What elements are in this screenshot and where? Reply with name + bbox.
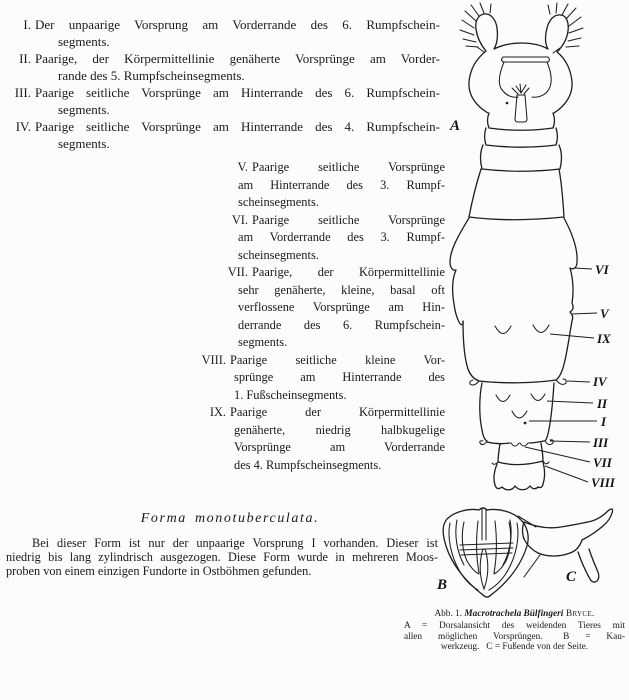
text-line: Bei dieser Form ist nur der unpaarige Vorsprung I vorhanden. Dieser ist xyxy=(32,536,438,550)
numbered-list-lower xyxy=(195,159,445,474)
list-item-I xyxy=(8,16,440,50)
callout-label-V: V xyxy=(600,306,609,321)
text-line: am Vorderrande des 3. Rumpf- xyxy=(238,230,445,244)
text-line: Vorsprünge am Vorderrande xyxy=(234,440,445,454)
text-line: derrande des 6. Rumpfschein- xyxy=(238,317,445,332)
text-line: Paarige, der Körpermittellinie genäherte Vorsprünge am Vorder- xyxy=(35,51,440,66)
mastax-drawing xyxy=(443,508,528,597)
text-line: segments. xyxy=(58,136,110,151)
text-line: segments. xyxy=(58,34,110,49)
text-line: segments. xyxy=(58,102,110,117)
text-line: sprünge am Hinterrande des xyxy=(234,370,445,384)
callout-label-VII: VII xyxy=(593,455,612,470)
text-line: Der unpaarige Vorsprung am Vorderrande des 6. Rumpfschein- xyxy=(35,17,440,32)
text-line: verflossene Vorsprünge am Hin- xyxy=(238,300,445,314)
list-item-VIII xyxy=(195,352,445,405)
callout-label-VIII: VIII xyxy=(591,475,615,490)
list-numeral: II. xyxy=(19,51,31,66)
caption-line: werkzeug. C = Fußende von der Seite. xyxy=(440,642,589,653)
callout-label-III: III xyxy=(593,435,609,450)
text-line: scheinsegments. xyxy=(238,247,319,262)
text-line: Paarige seitliche Vorsprünge am Hinterrande des 6. Rumpfschein- xyxy=(35,85,440,100)
list-item-III xyxy=(8,84,440,118)
text-line: des 4. Rumpfscheinsegments. xyxy=(234,457,382,472)
callout-leader-lines xyxy=(525,268,597,482)
caption-line: A = Dorsalansicht des weidenden Tieres mit xyxy=(404,621,625,632)
panel-label-a: A xyxy=(450,118,461,134)
callout-label-II: II xyxy=(597,396,608,411)
list-item-IV xyxy=(8,118,440,152)
list-numeral: IV. xyxy=(15,119,31,134)
callout-labels xyxy=(591,262,616,490)
callout-label-VI: VI xyxy=(595,262,609,277)
callout-label-I: I xyxy=(601,414,607,429)
list-numeral: III. xyxy=(14,85,31,100)
text-line: Paarige seitliche Vorsprünge xyxy=(252,212,445,227)
section-heading: Forma monotuberculata. xyxy=(140,511,320,526)
callout-label-IX: IX xyxy=(597,331,611,346)
text-line: rande des 5. Rumpfscheinsegments. xyxy=(58,68,245,83)
callout-label-IV: IV xyxy=(593,374,607,389)
caption-prefix: Abb. 1. xyxy=(434,609,465,619)
panel-label-b: B xyxy=(437,577,448,593)
body-paragraph xyxy=(6,536,438,578)
text-line: proben von einem einzigen Fundorte in Ostböhmen gefunden. xyxy=(6,564,312,578)
caption-title-line xyxy=(404,609,625,619)
list-item-VII xyxy=(195,264,445,352)
text-line: Paarige seitliche Vorsprünge am Hinterrande des 4. Rumpfschein- xyxy=(35,119,440,134)
text-line: Paarige seitliche Vorsprünge xyxy=(252,160,445,174)
caption-author: Bryce. xyxy=(563,609,595,619)
list-numeral: VI. xyxy=(231,212,248,227)
text-line: niedrig bis lang zylindrisch ausgezogen. Diese Form wurde in mehreren Moos- xyxy=(6,550,438,564)
numbered-list-upper xyxy=(8,16,440,152)
animal-dorsal-drawing xyxy=(450,3,583,490)
text-line: segments. xyxy=(238,335,288,349)
caption-line: allen möglichen Vorsprüngen. B = Kau- xyxy=(404,631,625,642)
panel-label-c: C xyxy=(566,569,577,585)
text-line: Paarige, der Körpermittellinie xyxy=(252,265,445,279)
list-numeral: VIII. xyxy=(201,352,226,367)
caption-species-name: Macrotrachela Bülfingeri xyxy=(464,609,564,619)
list-item-VI xyxy=(195,212,445,265)
text-line: genäherte, niedrig halbkugelige xyxy=(234,422,445,437)
text-line: sehr genäherte, kleine, basal oft xyxy=(238,282,445,297)
text-line: scheinsegments. xyxy=(238,195,319,209)
list-item-II xyxy=(8,50,440,84)
figure-caption xyxy=(404,609,625,653)
list-item-V xyxy=(195,159,445,212)
text-line: Paarige der Körpermittellinie xyxy=(230,405,445,419)
list-numeral: VII. xyxy=(227,265,248,279)
list-numeral: V. xyxy=(237,160,248,174)
list-numeral: IX. xyxy=(209,405,226,419)
text-line: Paarige seitliche kleine Vor- xyxy=(230,352,445,367)
text-line: 1. Fußscheinsegments. xyxy=(234,387,347,402)
figure-illustration xyxy=(428,0,629,600)
text-line: am Hinterrande des 3. Rumpf- xyxy=(238,177,445,192)
list-numeral: I. xyxy=(23,17,31,32)
list-item-IX xyxy=(195,404,445,474)
